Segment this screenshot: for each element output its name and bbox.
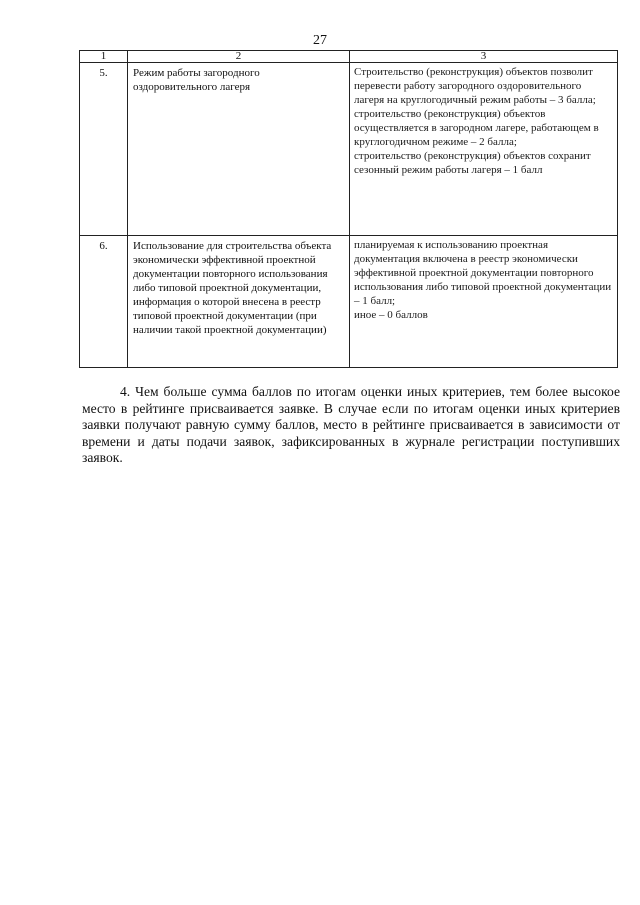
page-number: 27 [313,33,327,48]
column-header: 3 [350,51,618,63]
score-line: иное – 0 баллов [354,309,428,321]
table-row [80,63,618,236]
column-header: 2 [128,51,350,63]
table-header-row [80,51,618,63]
score-cell [350,236,618,368]
score-line: Строительство (реконструкция) объектов позволит перевести работу загородного оздоровительного лагеря на круглогодичный режим работы – 3 балла; [354,66,596,106]
criteria-table [79,50,618,368]
score-line: строительство (реконструкция) объектов сохранит сезонный режим работы лагеря – 1 балл [354,150,591,176]
criterion-cell: Режим работы загородного оздоровительного лагеря [128,63,350,236]
score-cell [350,63,618,236]
column-header: 1 [80,51,128,63]
body-paragraph: 4. Чем больше сумма баллов по итогам оценки иных критериев, тем более высокое место в рейтинге присваивается заявке. В случае если по итогам оценки иных критериев заявки получают равную сумму баллов, место в рейтинге присваивается в зависимости от времени и даты подачи заявок, зафиксированных в журнале регистрации поступивших заявок. [82,384,620,465]
score-line: строительство (реконструкция) объектов осуществляется в загородном лагере, работающем в круглогодичном режиме – 2 балла; [354,108,599,148]
criterion-cell: Использование для строительства объекта экономически эффективной проектной документации повторного использования либо типовой проектной документации, информация о которой внесена в реестр типовой проектной документации (при наличии такой проектной документации) [128,236,350,368]
row-number: 6. [80,236,128,368]
score-line: планируемая к использованию проектная документация включена в реестр экономически эффективной проектной документации повторного использования либо типовой проектной документации – 1 балл; [354,239,612,307]
row-number: 5. [80,63,128,236]
table-row [80,236,618,368]
